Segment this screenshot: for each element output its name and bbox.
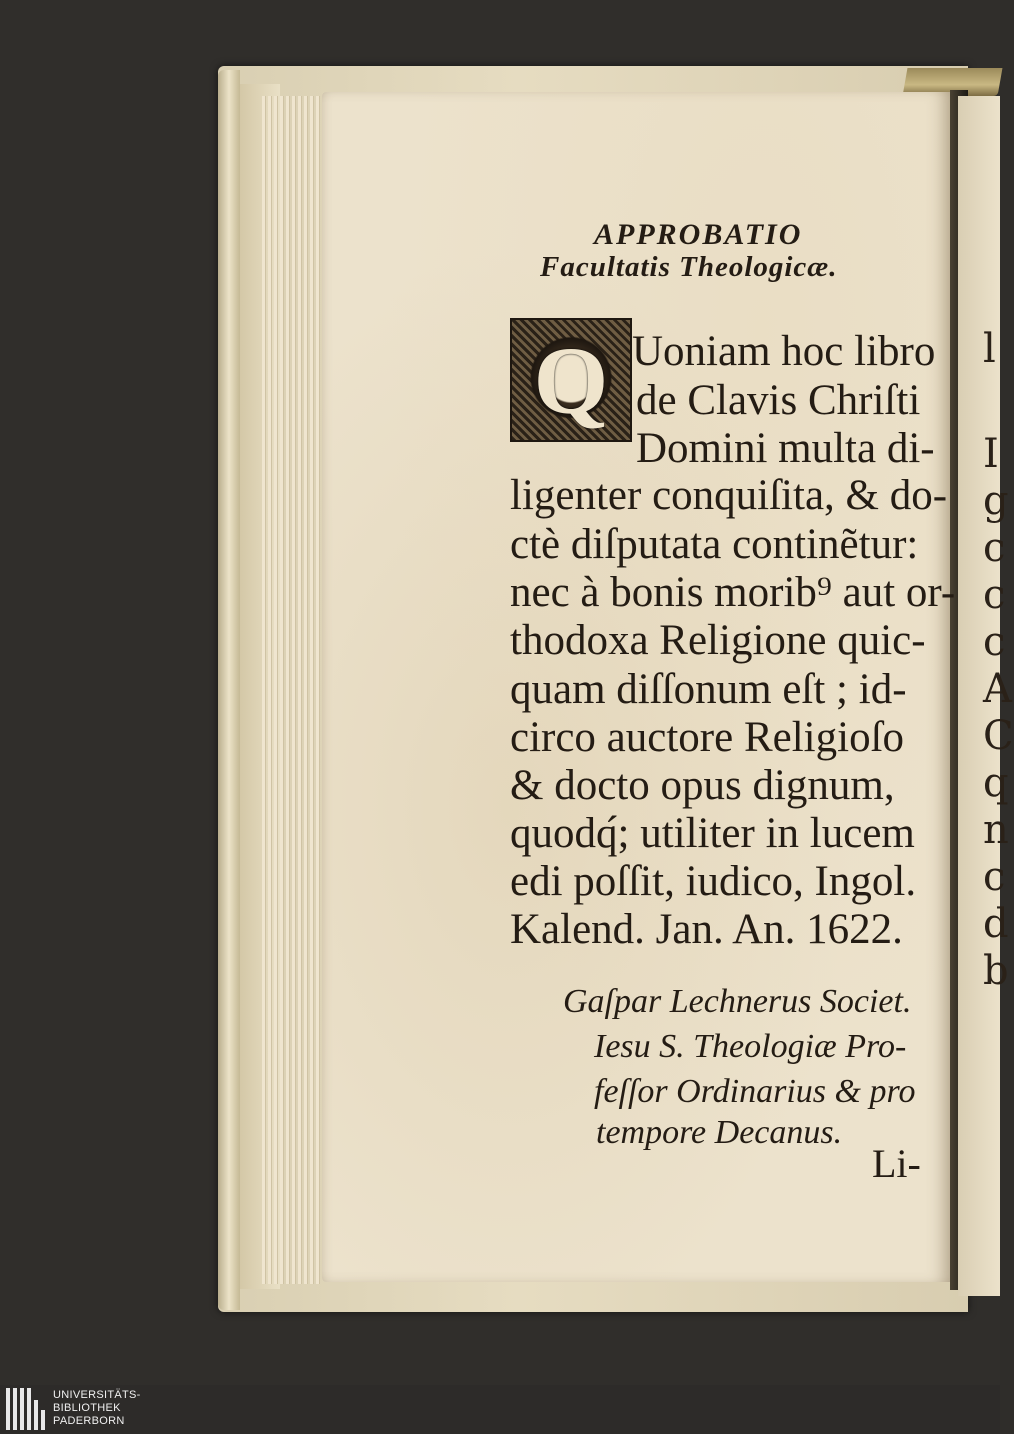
facing-page-edge (958, 96, 1014, 1296)
facing-page-fragment: I (983, 431, 999, 477)
signature-line: tempore Decanus. (596, 1114, 843, 1151)
facing-page-fragment: A (983, 666, 1012, 712)
text-line: circo auctore Religioſo (510, 714, 905, 761)
signature-line: Gaſpar Lechnerus Societ. (563, 983, 912, 1020)
facing-page-fragment: d (983, 901, 1009, 947)
cover-spine-edge (218, 70, 240, 1310)
text-line: de Clavis Chriſti (636, 377, 921, 424)
text-line: quodq́; utiliter in lucem (510, 810, 915, 857)
page-title: APPROBATIO (594, 218, 803, 251)
facing-page-fragment: l (983, 326, 996, 372)
logo-line: UNIVERSITÄTS- (53, 1389, 141, 1401)
text-line: ligenter conquiſita, & do- (510, 472, 948, 519)
text-line: Domini multa di- (636, 425, 935, 472)
library-logo-text (53, 1389, 173, 1428)
library-logo-icon (6, 1388, 50, 1430)
text-line: Uoniam hoc libro (632, 328, 936, 375)
facing-page-fragment: b (983, 948, 1009, 994)
facing-page-fragment: q (983, 760, 1009, 806)
text-line: edi poſſit, iudico, Ingol. (510, 858, 917, 905)
facing-page-fragment: c (983, 619, 1006, 665)
logo-line: PADERBORN (53, 1415, 125, 1427)
text-line: & docto opus dignum, (510, 762, 895, 809)
facing-page-fragment: g (983, 478, 1009, 524)
catchword: Li- (872, 1141, 921, 1186)
logo-line: BIBLIOTHEK (53, 1402, 121, 1414)
text-line: Kalend. Jan. An. 1622. (510, 906, 903, 953)
signature-line: feſſor Ordinarius & pro (594, 1073, 916, 1110)
facing-page-fragment: c (983, 525, 1006, 571)
facing-page-fragment: c (983, 572, 1006, 618)
signature-line: Iesu S. Theologiæ Pro- (594, 1028, 907, 1065)
text-line: thodoxa Religione quic- (510, 617, 926, 664)
facing-page-fragment: c (983, 854, 1006, 900)
page-subtitle: Facultatis Theologicæ. (540, 251, 838, 283)
decorated-initial: Q (510, 318, 632, 442)
facing-page-fragment: C (983, 713, 1014, 759)
text-line: quam diſſonum eſt ; id- (510, 666, 907, 713)
library-footer (0, 1385, 1000, 1434)
text-line: ctè diſputata continẽtur: (510, 521, 919, 568)
text-line: nec à bonis morib⁹ aut or- (510, 569, 956, 616)
facing-page-fragment: n (983, 807, 1009, 853)
